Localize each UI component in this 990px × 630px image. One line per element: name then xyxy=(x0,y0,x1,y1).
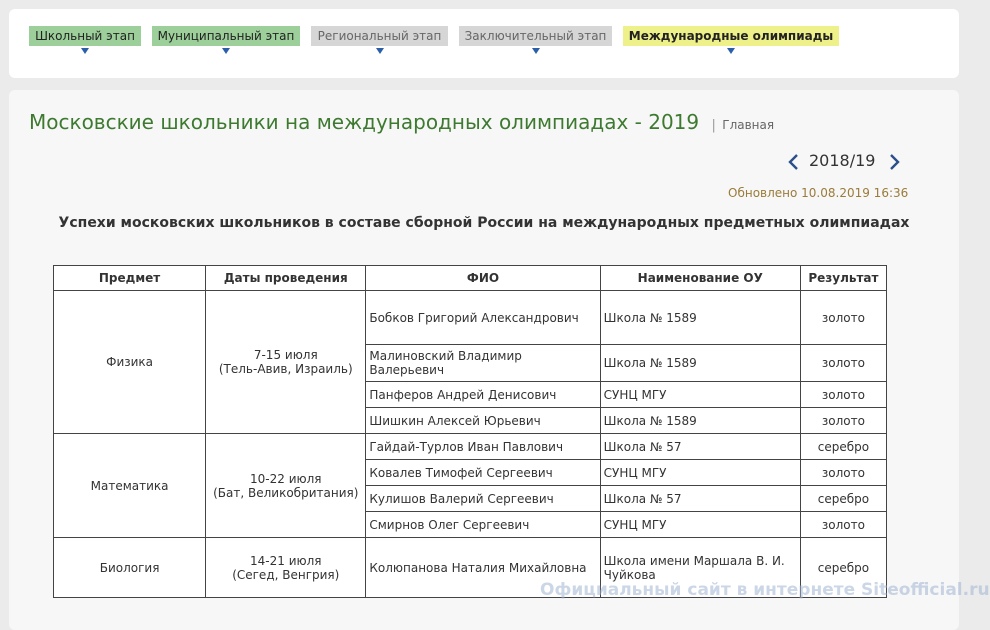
result-cell: золото xyxy=(800,291,886,345)
place-text: (Тель-Авив, Израиль) xyxy=(218,362,353,376)
subject-cell: Биология xyxy=(54,538,206,598)
result-cell: серебро xyxy=(800,486,886,512)
name-cell: Кулишов Валерий Сергеевич xyxy=(366,486,600,512)
tab-label: Региональный этап xyxy=(317,29,442,43)
prev-year-button[interactable] xyxy=(787,153,801,171)
header-dates: Даты проведения xyxy=(206,266,366,291)
next-year-button[interactable] xyxy=(887,153,901,171)
tab-arrow-icon xyxy=(81,48,89,54)
site-watermark: Официальный сайт в интернете Siteofficial.ru xyxy=(540,580,990,600)
chevron-left-icon xyxy=(787,153,801,171)
school-cell: СУНЦ МГУ xyxy=(600,460,800,486)
subject-cell: Математика xyxy=(54,434,206,538)
school-cell: Школа № 57 xyxy=(600,434,800,460)
result-cell: серебро xyxy=(800,434,886,460)
dates-cell xyxy=(206,291,366,434)
header-subject: Предмет xyxy=(54,266,206,291)
result-cell: золото xyxy=(800,382,886,408)
school-cell: Школа № 1589 xyxy=(600,345,800,382)
page-title-text: Московские школьники на международных олимпиадах - 2019 xyxy=(29,110,700,134)
dates-text: 7-15 июля xyxy=(253,348,318,362)
name-cell: Шишкин Алексей Юрьевич xyxy=(366,408,600,434)
dates-text: 10-22 июля xyxy=(250,471,322,486)
results-table xyxy=(53,265,887,598)
home-link[interactable]: Главная xyxy=(722,118,775,132)
result-cell: золото xyxy=(800,512,886,538)
header-result: Результат xyxy=(800,266,886,291)
tab-final-stage[interactable] xyxy=(459,26,612,46)
tab-arrow-icon xyxy=(376,48,384,54)
tab-regional-stage[interactable] xyxy=(311,26,448,46)
school-cell: СУНЦ МГУ xyxy=(600,512,800,538)
result-cell: серебро xyxy=(800,538,886,598)
name-cell: Малиновский Владимир Валерьевич xyxy=(366,345,600,382)
name-cell: Ковалев Тимофей Сергеевич xyxy=(366,460,600,486)
tab-municipal-stage[interactable] xyxy=(152,26,300,46)
updated-timestamp: Обновлено 10.08.2019 16:36 xyxy=(728,186,909,200)
name-cell: Смирнов Олег Сергеевич xyxy=(366,512,600,538)
tab-arrow-icon xyxy=(222,48,230,54)
tab-label: Школьный этап xyxy=(35,29,135,43)
tab-label: Заключительный этап xyxy=(464,29,607,43)
school-cell: Школа № 57 xyxy=(600,486,800,512)
result-cell: золото xyxy=(800,408,886,434)
year-label: 2018/19 xyxy=(809,151,876,170)
title-separator: | xyxy=(711,118,716,133)
tab-label: Международные олимпиады xyxy=(628,29,834,43)
stage-nav-panel xyxy=(9,9,959,78)
school-cell: Школа № 1589 xyxy=(600,408,800,434)
name-cell: Гайдай-Турлов Иван Павлович xyxy=(366,434,600,460)
chevron-right-icon xyxy=(887,153,901,171)
dates-text: 14-21 июля xyxy=(250,553,322,568)
tab-school-stage[interactable] xyxy=(29,26,141,46)
subject-cell: Физика xyxy=(54,291,206,434)
table-header-row xyxy=(54,266,887,291)
result-cell: золото xyxy=(800,460,886,486)
place-text: (Сегед, Венгрия) xyxy=(232,567,340,582)
table-row xyxy=(54,434,887,460)
tab-label: Муниципальный этап xyxy=(157,29,295,43)
name-cell: Бобков Григорий Александрович xyxy=(366,291,600,345)
name-cell: Панферов Андрей Денисович xyxy=(366,382,600,408)
table-row xyxy=(54,291,887,345)
dates-cell xyxy=(206,434,366,538)
tab-arrow-icon xyxy=(532,48,540,54)
tab-international-olympiads[interactable] xyxy=(623,26,839,46)
header-school: Наименование ОУ xyxy=(600,266,800,291)
tab-arrow-icon xyxy=(727,48,735,54)
table-heading: Успехи московских школьников в составе сборной России на международных предметных олимпиадах xyxy=(58,215,910,231)
header-name: ФИО xyxy=(366,266,600,291)
result-cell: золото xyxy=(800,345,886,382)
main-content-panel xyxy=(9,90,959,630)
name-cell: Колюпанова Наталия Михайловна xyxy=(366,538,600,598)
page-title xyxy=(29,110,774,134)
school-cell: Школа № 1589 xyxy=(600,291,800,345)
school-cell: Школа имени Маршала В. И. Чуйкова xyxy=(600,538,800,598)
place-text: (Бат, Великобритания) xyxy=(213,485,359,500)
school-cell: СУНЦ МГУ xyxy=(600,382,800,408)
dates-cell xyxy=(206,538,366,598)
